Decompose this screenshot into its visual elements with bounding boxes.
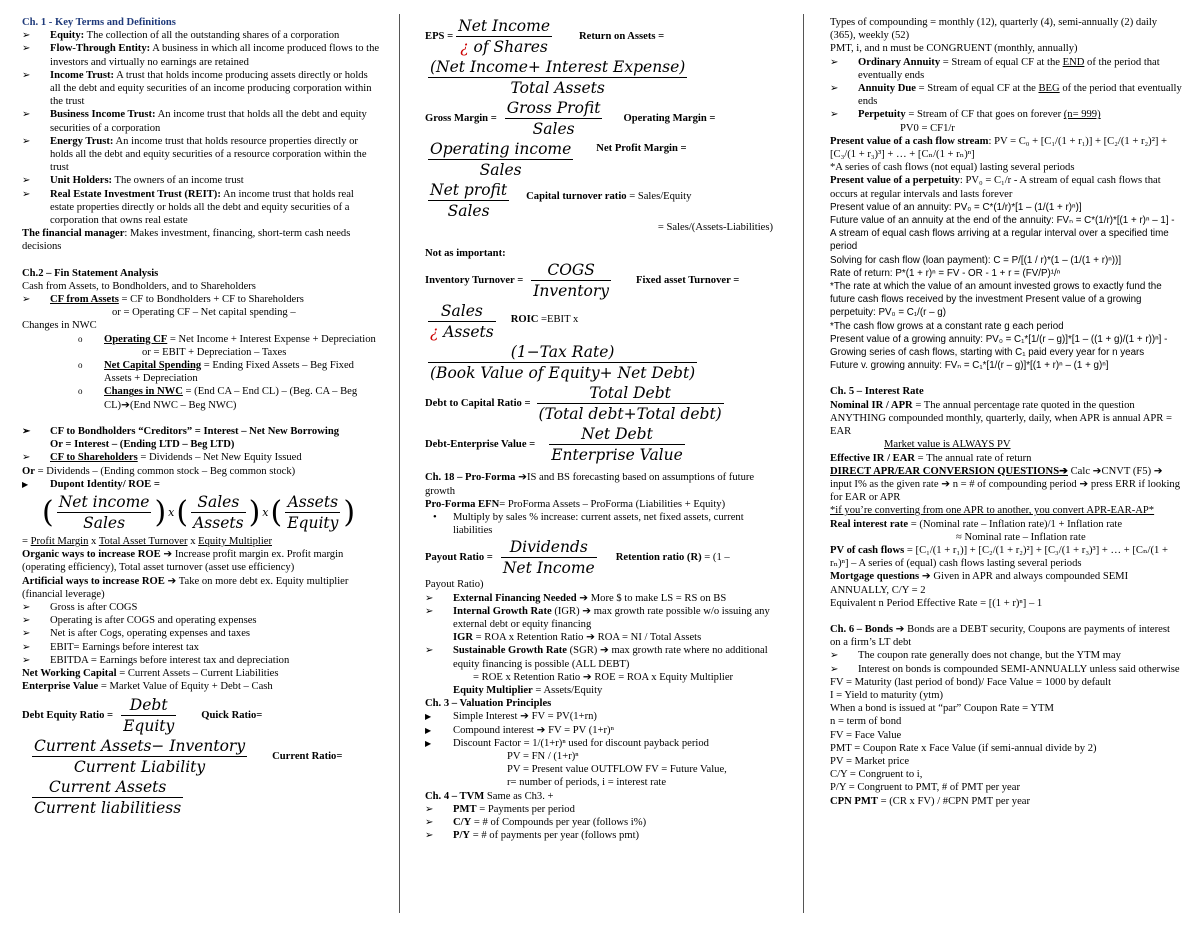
- dupont-words: = Profit Margin x Total Asset Turnover x Equity Multiplier: [22, 535, 272, 547]
- ch5-title: Ch. 5 – Interest Rate: [830, 386, 924, 398]
- bond-line: FV = Face Value: [830, 729, 902, 741]
- ch2-intro: Cash from Assets, to Bondholders, and to Shareholders: [22, 280, 256, 292]
- tvm-formulas: [830, 201, 1182, 373]
- list-item: ➢ Net is after Cogs, operating expenses and taxes: [22, 627, 380, 640]
- cf-to-shareholders-alt: Or = Dividends – (Ending common stock – Beg common stock): [22, 465, 296, 477]
- list-item: ➢ Energy Trust: An income trust that holds resource properties directly or holds all the debt and equity securities of a resource corporation within the trust: [22, 135, 380, 175]
- bond-line: P/Y = Congruent to PMT, # of PMT per year: [830, 782, 1020, 794]
- column-1: [22, 16, 380, 818]
- list-item: ➢ Perpetuity = Stream of CF that goes on forever (n= 999): [830, 108, 1182, 121]
- debt-to-capital-ratio: Debt to Capital Ratio = $\frac{\text{Total Debt}}{\text{(Total debt+Total debt)}}$: [425, 384, 722, 424]
- sgr-formula: = ROE x Retention Ratio ➔ ROE = ROA x Equity Multiplier: [473, 671, 734, 683]
- ch1-terms-list: [22, 29, 380, 227]
- ch3-title: Ch. 3 – Valuation Principles: [425, 698, 552, 710]
- pv-perpetuity: Present value of a perpetuity: PV₀ = C₁/r - A stream of equal cash flows that occurs at regular intervals and lasts forever: [830, 175, 1161, 200]
- net-profit-margin-label: Net Profit Margin =: [596, 142, 687, 154]
- ch2-title: Ch.2 – Fin Statement Analysis: [22, 267, 159, 279]
- list-item: ▶ Simple Interest ➔ FV = PV(1+rn): [425, 710, 785, 723]
- mortgage-questions: Mortgage questions ➔ Given in APR and always compounded SEMI ANNUALLY, C/Y = 2: [830, 571, 1129, 596]
- list-item: ▶ Compound interest ➔ FV = PV (1+r)ⁿ: [425, 724, 785, 737]
- list-item: ➢ Flow-Through Entity: A business in which all income produced flows to the investors and virtually no earnings are retained: [22, 42, 380, 68]
- quick-ratio: $\frac{\text{Current Assets− Inventory}}{\text{Current Liability}}$ Current Ratio=: [34, 737, 343, 777]
- bond-line: C/Y = Congruent to i,: [830, 769, 923, 781]
- pv-cash-flow-note: *A series of cash flows (not equal) lasting several periods: [830, 162, 1075, 174]
- list-item: ➢ Ordinary Annuity = Stream of equal CF at the END of the period that eventually ends: [830, 56, 1182, 82]
- roic-formula: $\frac{\text{(1−Tax Rate)}}{\text{(Book Value of Equity+ Net Debt)}}$: [430, 343, 696, 383]
- list-item: *The cash flow grows at a constant rate g each period: [830, 320, 1064, 332]
- net-working-capital: Net Working Capital = Current Assets – Current Liabilities: [22, 667, 279, 679]
- current-ratio: $\frac{\text{Current Assets}}{\text{Current liabilitiess}}$: [34, 778, 182, 818]
- fixed-asset-turnover: $\frac{\text{Sales}}{\text{¿ Assets}}$ ROIC =EBIT x: [430, 302, 579, 342]
- not-important-heading: Not as important:: [425, 248, 506, 260]
- compounding-types: Types of compounding = monthly (12), quarterly (4), semi-annually (2) daily (365), weekly (52): [830, 17, 1158, 42]
- dupont-title: ▶ Dupont Identity/ ROE =: [22, 478, 380, 491]
- list-item: Future value of an annuity at the end of the annuity: FVₙ = C*(1/r)*[(1 + r)ⁿ – 1] - A stream of equal cash flows arriving at a regular interval over a specified time period: [830, 215, 1175, 253]
- list-item: ➢ Sustainable Growth Rate (SGR) ➔ max growth rate where no additional equity financing is possible (ALL DEBT): [425, 644, 785, 670]
- list-item: ➢ Income Trust: A trust that holds income producing assets directly or holds all the debt and equity securities of an income producing corporation within the trust: [22, 69, 380, 109]
- real-interest-rate: Real interest rate = (Nominal rate – Inflation rate)/1 + Inflation rate: [830, 518, 1123, 530]
- eps-formula: EPS = $\frac{\text{Net Income}}{\text{¿ of Shares}}$ Return on Assets =: [425, 17, 665, 56]
- net-profit-margin: $\frac{\text{Net profit}}{\text{Sales}}$ Capital turnover ratio = Sales/Equity: [430, 181, 692, 220]
- direct-conversion: DIRECT APR/EAR CONVERSION QUESTIONS➔ Calc ➔CNVT (F5) ➔ input I% as the given rate ➔ n = # of compounding period ➔ press ERR if looking for EAR or APR: [830, 465, 1181, 504]
- list-item: ▶ Discount Factor = 1/(1+r)ⁿ used for discount payback period: [425, 737, 785, 750]
- ch3-pv-formula: PV = FN / (1+r)ⁿ: [507, 751, 579, 763]
- net-capital-spending: o Net Capital Spending = Ending Fixed Assets – Beg Fixed Assets + Depreciation: [22, 359, 380, 385]
- list-item: Present value of an annuity: PV₀ = C*(1/r)*[1 – (1/(1 + r)ⁿ)]: [830, 201, 1082, 213]
- effective-ir: Effective IR / EAR = The annual rate of return: [830, 452, 1032, 464]
- list-item: Solving for cash flow (loan payment): C = P/[(1 / r)*(1 – (1/(1 + r)ⁿ))]: [830, 254, 1122, 266]
- list-item: ➢ EBIT= Earnings before interest tax: [22, 641, 380, 654]
- dupont-formula: ( $\frac{\text{Net income}}{\text{Sales}}$ ) x ( $\frac{\text{Sales}}{\text{Assets}}$ ) x ( $\frac{\text{Assets}}{\text{Equity}}$ ): [42, 493, 356, 533]
- equivalent-rate: Equivalent n Period Effective Rate = [(1 + r)ⁿ] – 1: [830, 597, 1043, 609]
- bond-line: I = Yield to maturity (ytm): [830, 689, 943, 701]
- financial-manager-definition: The financial manager: Makes investment, financing, short-term cash needs decisions: [22, 228, 351, 253]
- current-ratio-label: Current Ratio=: [272, 751, 343, 763]
- list-item: • Multiply by sales % increase: current assets, net fixed assets, current liabilities: [425, 511, 785, 537]
- cf-from-assets: ➢ CF from Assets = CF to Bondholders + CF to Shareholders: [22, 293, 380, 306]
- congruent-note: PMT, i, and n must be CONGRUENT (monthly, annually): [830, 43, 1078, 55]
- cpn-pmt: CPN PMT = (CR x FV) / #CPN PMT per year: [830, 795, 1031, 807]
- list-item: ➢ Operating is after COGS and operating expenses: [22, 614, 380, 627]
- list-item: ➢ Equity: The collection of all the outstanding shares of a corporation: [22, 29, 380, 42]
- bond-line: PV = Market price: [830, 755, 910, 767]
- list-item: ➢ Gross is after COGS: [22, 601, 380, 614]
- pv-of-cash-flows: PV of cash flows = [C₁/(1 + r₁)] + [C₂/(1 + r₂)²] + [C₃/(1 + r₃)³] + … + [Cₙ/(1 + rₙ)ⁿ] – A series of (equal) cash flows lasting several periods: [830, 544, 1168, 570]
- bond-line: PMT = Coupon Rate x Face Value (if semi-annual divide by 2): [830, 742, 1097, 754]
- organic-roe: Organic ways to increase ROE ➔ Increase profit margin ex. Profit margin (operating efficiency), Total asset turnover (asset use efficiency): [22, 549, 344, 574]
- list-item: ➢ P/Y = # of payments per year (follows pmt): [425, 829, 785, 842]
- debt-equity-ratio: Debt Equity Ratio = $\frac{\text{Debt}}{\text{Equity}}$ Quick Ratio=: [22, 696, 263, 736]
- ch6-title: Ch. 6 – Bonds ➔ Bonds are a DEBT security, Coupons are payments of interest on a firm’s LT debt: [830, 623, 1170, 649]
- ch3-pv-def: PV = Present value OUTFLOW FV = Future Value,: [507, 764, 727, 776]
- list-item: ➢ Unit Holders: The owners of an income trust: [22, 174, 380, 187]
- operating-margin-label: Operating Margin =: [623, 112, 716, 124]
- bond-line: n = term of bond: [830, 716, 902, 728]
- column-divider-1: [399, 14, 400, 913]
- list-item: ➢ Real Estate Investment Trust (REIT): An income trust that holds real estate properties directly or holds all the debt and equity securities of a corporation that owns real estate: [22, 188, 380, 228]
- column-divider-2: [803, 14, 804, 913]
- list-item: ➢ External Financing Needed ➔ More $ to make LS = RS on BS: [425, 592, 785, 605]
- changes-in-nwc: o Changes in NWC = (End CA – End CL) – (Beg. CA – Beg CL)➔(End NWC – Beg NWC): [22, 385, 380, 411]
- perpetuity-formula: PV0 = CF1/r: [900, 122, 955, 134]
- list-item: *The rate at which the value of an amount invested grows to exactly fund the future cash flows received by the investment Present value of a growing perpetuity: PV₀ = C₁/(r – g): [830, 281, 1162, 319]
- payout-ratio-cont: Payout Ratio): [425, 579, 484, 591]
- ch3-r-def: r= number of periods, i = interest rate: [507, 777, 667, 789]
- roa-label: Return on Assets =: [579, 30, 665, 42]
- real-interest-approx: ≈ Nominal rate – Inflation rate: [956, 531, 1086, 543]
- column-3: [830, 16, 1182, 808]
- list-item: ➢ Internal Growth Rate (IGR) ➔ max growth rate possible w/o issuing any external debt or equity financing: [425, 605, 785, 631]
- operating-margin: $\frac{\text{Operating income}}{\text{Sales}}$ Net Profit Margin =: [430, 140, 687, 179]
- list-item: Rate of return: P*(1 + r)ⁿ = FV - OR - 1 + r = (FV/P)¹/ⁿ: [830, 267, 1061, 279]
- ch1-title: Ch. 1 - Key Terms and Definitions: [22, 17, 176, 28]
- list-item: ➢ The coupon rate generally does not change, but the YTM may: [830, 649, 1182, 662]
- enterprise-value: Enterprise Value = Market Value of Equity + Debt – Cash: [22, 681, 273, 693]
- list-item: ➢ PMT = Payments per period: [425, 803, 785, 816]
- roa-formula: $\frac{\text{(Net Income+ Interest Expense)}}{\text{Total Assets}}$: [430, 58, 686, 97]
- nominal-ir: Nominal IR / APR = The annual percentage rate quoted in the question ANYTHING compounded monthly, quarterly, daily, when APR is annual APR = EAR: [830, 399, 1172, 438]
- list-item: Present value of a growing annuity: PV₀ = C₁*[1/(r – g)]*[1 – ((1 + g)/(1 + r))ⁿ] - Growing series of cash flows, starting with C₁ paid every year for n years: [830, 333, 1168, 359]
- operating-cf-alt: or = EBIT + Depreciation – Taxes: [142, 346, 287, 358]
- capital-turnover-alt: = Sales/(Assets-Liabilities): [657, 222, 773, 233]
- inventory-turnover: Inventory Turnover = $\frac{\text{COGS}}{\text{Inventory}}$ Fixed asset Turnover =: [425, 261, 740, 301]
- quick-ratio-label: Quick Ratio=: [201, 710, 263, 722]
- pv-cash-flow-stream: Present value of a cash flow stream: PV = C₀ + [C₁/(1 + r₁)] + [C₂/(1 + r₂)²] + [C₃/(1 + r₃)³] + … + [Cₙ/(1 + rₙ)ⁿ]: [830, 135, 1168, 161]
- fixed-asset-turnover-label: Fixed asset Turnover =: [636, 275, 740, 287]
- bond-line: FV = Maturity (last period of bond)/ Face Value = 1000 by default: [830, 676, 1112, 688]
- list-item: ➢ EBITDA = Earnings before interest tax and depreciation: [22, 654, 380, 667]
- bond-line: When a bond is issued at “par” Coupon Rate = YTM: [830, 703, 1054, 715]
- ch18-title: Ch. 18 – Pro-Forma ➔IS and BS forecasting based on assumptions of future growth: [425, 472, 755, 497]
- list-item: ➢ Interest on bonds is compounded SEMI-ANNUALLY unless said otherwise: [830, 663, 1182, 676]
- list-item: Future v. growing annuity: FVₙ = C₁*[1/(r – g)]*[(1 + r)ⁿ – (1 + g)ⁿ]: [830, 360, 1109, 372]
- payout-ratio: Payout Ratio = $\frac{\text{Dividends}}{\text{Net Income}}$ Retention ratio (R) = (1 –: [425, 538, 730, 578]
- cf-to-bondholders: ➢ CF to Bondholders “Creditors” = Interest – Net New Borrowing Or = Interest – (Ending LTD – Beg LTD): [22, 425, 380, 451]
- equity-multiplier: Equity Multiplier = Assets/Equity: [453, 685, 603, 697]
- artificial-roe: Artificial ways to increase ROE ➔ Take on more debt ex. Equity multiplier (financial leverage): [22, 575, 349, 600]
- column-2: [425, 16, 785, 842]
- debt-enterprise-value: Debt-Enterprise Value = $\frac{\text{Net Debt}}{\text{Enterprise Value}}$: [425, 425, 683, 465]
- list-item: ➢ Annuity Due = Stream of equal CF at the BEG of the period that eventually ends: [830, 82, 1182, 108]
- cf-from-assets-cont: Changes in NWC: [22, 320, 97, 332]
- list-item: ➢ C/Y = # of Compounds per year (follows i%): [425, 816, 785, 829]
- ch4-title: Ch. 4 – TVM Same as Ch3. +: [425, 790, 554, 802]
- cf-to-shareholders: ➢ CF to Shareholders = Dividends – Net New Equity Issued: [22, 451, 380, 464]
- pro-forma-efn: Pro-Forma EFN= ProForma Assets – ProForma (Liabilities + Equity): [425, 498, 726, 510]
- igr-formula: IGR = ROA x Retention Ratio ➔ ROA = NI / Total Assets: [453, 632, 702, 644]
- gross-margin: Gross Margin = $\frac{\text{Gross Profit}}{\text{Sales}}$ Operating Margin =: [425, 99, 716, 138]
- operating-cf: o Operating CF = Net Income + Interest Expense + Depreciation: [22, 333, 380, 346]
- convert-note: *if you’re converting from one APR to another, you convert APR-EAR-AP*: [830, 505, 1155, 517]
- cf-from-assets-alt: or = Operating CF – Net capital spending –: [112, 307, 296, 319]
- market-value-note: Market value is ALWAYS PV: [884, 439, 1011, 451]
- list-item: ➢ Business Income Trust: An income trust that holds all the debt and equity securities of a corporation: [22, 108, 380, 134]
